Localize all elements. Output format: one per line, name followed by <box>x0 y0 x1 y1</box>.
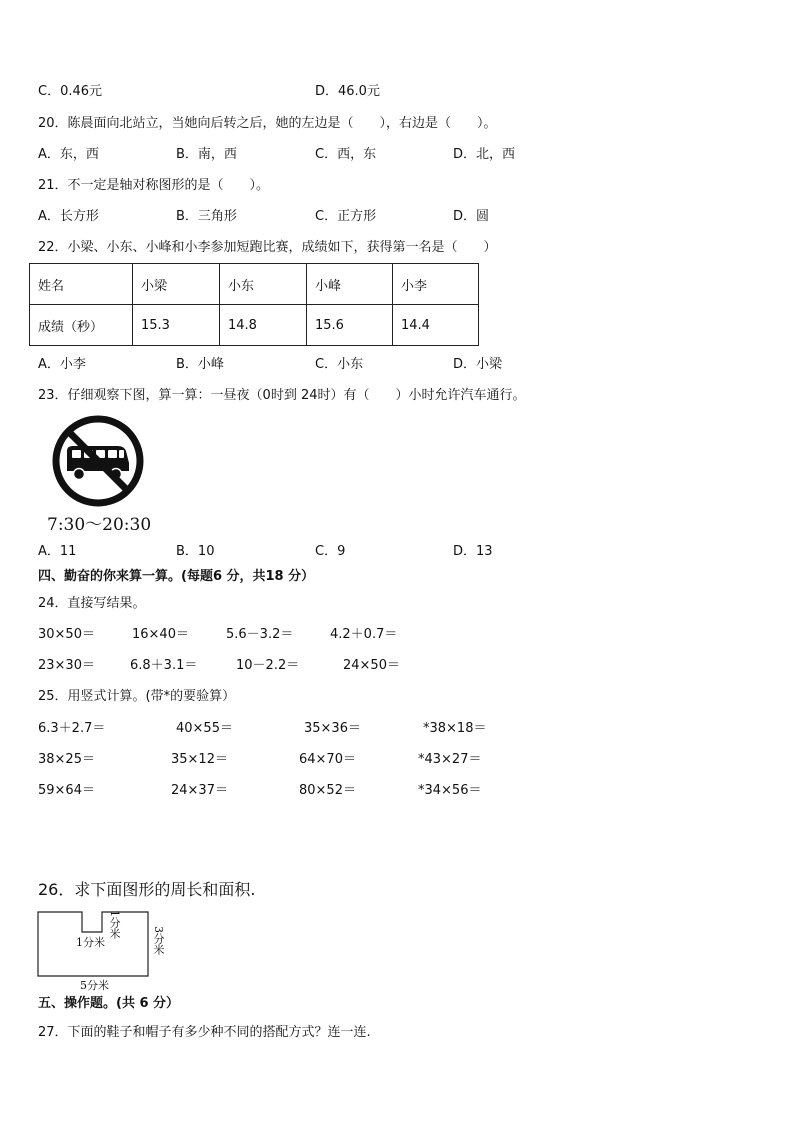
q21-option-b: B．三角形 <box>176 209 237 224</box>
calc-item: 80×52＝ <box>299 783 356 798</box>
q25-question: 25．用竖式计算。(带*的要验算） <box>38 689 236 704</box>
calc-item: 35×12＝ <box>171 752 228 767</box>
q20-option-c: C．西，东 <box>315 147 377 162</box>
q23-option-a: A．11 <box>38 544 77 559</box>
table-cell: 小峰 <box>307 264 393 305</box>
calc-item: 40×55＝ <box>176 721 233 736</box>
calc-item: 30×50＝ <box>38 627 95 642</box>
q20-option-d: D．北，西 <box>453 147 516 162</box>
calc-item: 35×36＝ <box>304 721 361 736</box>
calc-item: 6.3＋2.7＝ <box>38 721 106 736</box>
calc-item: 4.2＋0.7＝ <box>330 627 398 642</box>
table-cell: 成绩（秒） <box>30 305 133 346</box>
calc-item: *34×56＝ <box>418 783 482 798</box>
calc-item: 38×25＝ <box>38 752 95 767</box>
q22-option-a: A．小李 <box>38 357 86 372</box>
table-cell: 小梁 <box>133 264 220 305</box>
notch-depth-label: 1分米 <box>108 910 121 939</box>
score-table <box>29 263 479 346</box>
notch-width-label: 1分米 <box>76 936 105 949</box>
q23-option-d: D．13 <box>453 544 493 559</box>
section-5-title: 五、操作题。(共 6 分） <box>38 996 180 1011</box>
table-cell: 小东 <box>220 264 307 305</box>
q21-question: 21．不一定是轴对称图形的是（ ）。 <box>38 178 270 193</box>
table-cell: 姓名 <box>30 264 133 305</box>
q20-option-a: A．东，西 <box>38 147 99 162</box>
table-row <box>30 305 479 346</box>
q24-question: 24．直接写结果。 <box>38 596 146 611</box>
calc-item: *38×18＝ <box>423 721 487 736</box>
table-cell: 14.4 <box>393 305 479 346</box>
calc-item: 16×40＝ <box>132 627 189 642</box>
q20-question: 20．陈晨面向北站立，当她向后转之后，她的左边是（ ），右边是（ ）。 <box>38 116 497 131</box>
table-cell: 15.3 <box>133 305 220 346</box>
calc-item: *43×27＝ <box>418 752 482 767</box>
calc-item: 5.6－3.2＝ <box>226 627 294 642</box>
q22-option-b: B．小峰 <box>176 357 224 372</box>
table-row <box>30 264 479 305</box>
calc-item: 6.8＋3.1＝ <box>130 658 198 673</box>
q21-option-c: C．正方形 <box>315 209 377 224</box>
calc-item: 23×30＝ <box>38 658 95 673</box>
no-bus-sign-icon <box>50 413 146 509</box>
calc-item: 59×64＝ <box>38 783 95 798</box>
q22-option-c: C．小东 <box>315 357 364 372</box>
q19-option-d: D．46.0元 <box>315 84 380 99</box>
q23-question: 23．仔细观察下图，算一算：一昼夜（0时到 24时）有（ ）小时允许汽车通行。 <box>38 388 526 403</box>
calc-item: 24×50＝ <box>343 658 400 673</box>
sign-time-caption: 7:30～20:30 <box>47 515 152 535</box>
section-4-title: 四、勤奋的你来算一算。(每题6 分，共18 分） <box>38 569 315 584</box>
table-cell: 小李 <box>393 264 479 305</box>
q26-question: 26．求下面图形的周长和面积. <box>38 880 256 899</box>
q23-option-c: C．9 <box>315 544 346 559</box>
width-label: 5分米 <box>80 979 109 992</box>
q20-option-b: B．南，西 <box>176 147 237 162</box>
q23-option-b: B．10 <box>176 544 215 559</box>
calc-item: 10－2.2＝ <box>236 658 300 673</box>
q22-option-d: D．小梁 <box>453 357 503 372</box>
q21-option-a: A．长方形 <box>38 209 99 224</box>
q21-option-d: D．圆 <box>453 209 490 224</box>
q27-question: 27．下面的鞋子和帽子有多少种不同的搭配方式？连一连. <box>38 1025 371 1040</box>
table-cell: 15.6 <box>307 305 393 346</box>
height-label: 3分米 <box>152 926 165 955</box>
q19-option-c: C．0.46元 <box>38 84 103 99</box>
calc-item: 64×70＝ <box>299 752 356 767</box>
q22-question: 22．小梁、小东、小峰和小李参加短跑比赛，成绩如下，获得第一名是（ ） <box>38 240 497 255</box>
calc-item: 24×37＝ <box>171 783 228 798</box>
table-cell: 14.8 <box>220 305 307 346</box>
